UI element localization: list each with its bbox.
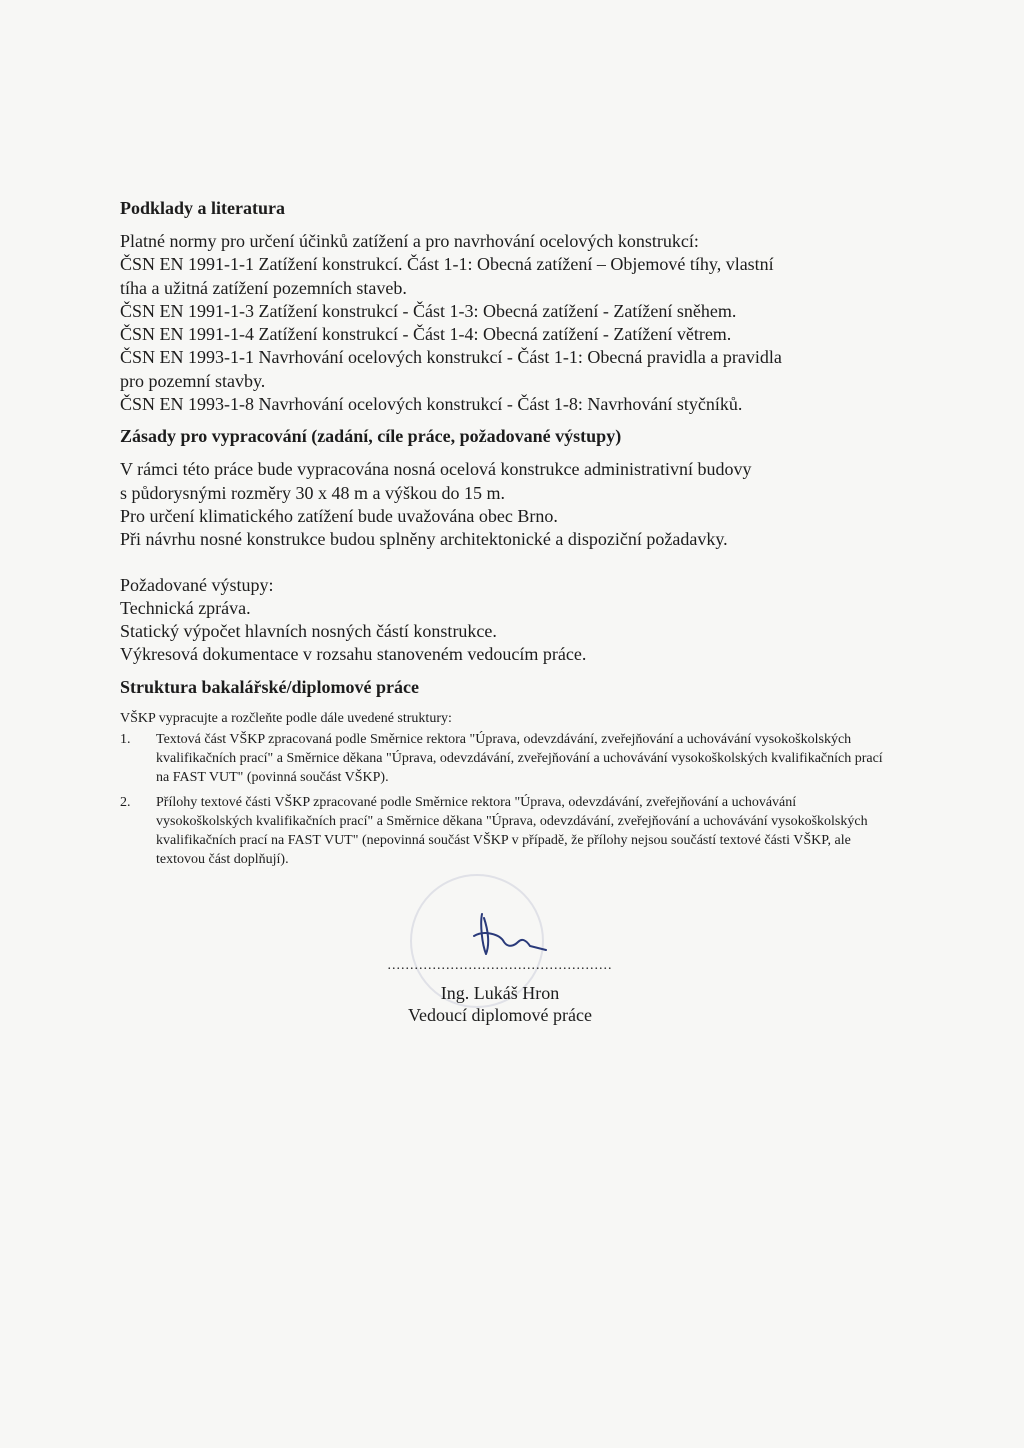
list-item-number: 2. [120, 794, 131, 810]
zasady-heading: Zásady pro vypracování (zadání, cíle práce, požadované výstupy) [120, 426, 622, 447]
podklady-line: ČSN EN 1991-1-4 Zatížení konstrukcí - Část 1-4: Obecná zatížení - Zatížení větrem. [120, 324, 732, 345]
struktura-heading: Struktura bakalářské/diplomové práce [120, 676, 420, 697]
handwritten-signature [460, 896, 570, 966]
outputs-block [120, 574, 890, 667]
document-content [120, 196, 890, 875]
podklady-body [120, 230, 890, 416]
output-item: Statický výpočet hlavních nosných částí konstrukce. [120, 621, 497, 642]
zasady-line: V rámci této práce bude vypracována nosná ocelová konstrukce administrativní budovy [120, 459, 752, 480]
struktura-list [120, 730, 890, 869]
podklady-line: ČSN EN 1991-1-1 Zatížení konstrukcí. Část 1-1: Obecná zatížení – Objemové tíhy, vlastní [120, 254, 774, 275]
podklady-line: Platné normy pro určení účinků zatížení a pro navrhování ocelových konstrukcí: [120, 231, 699, 251]
zasady-line: s půdorysnými rozměry 30 x 48 m a výškou do 15 m. [120, 482, 505, 503]
list-item [120, 730, 890, 787]
podklady-line: ČSN EN 1991-1-3 Zatížení konstrukcí - Část 1-3: Obecná zatížení - Zatížení sněhem. [120, 300, 737, 321]
podklady-line: ČSN EN 1993-1-8 Navrhování ocelových konstrukcí - Část 1-8: Navrhování styčníků. [120, 394, 743, 415]
podklady-heading: Podklady a literatura [120, 198, 285, 218]
signatory-role: Vedoucí diplomové práce [408, 1005, 592, 1025]
podklady-line: tíha a užitná zatížení pozemních staveb. [120, 277, 407, 298]
output-item: Technická zpráva. [120, 597, 251, 618]
zasady-line: Pro určení klimatického zatížení bude uvažována obec Brno. [120, 505, 558, 526]
podklady-line: ČSN EN 1993-1-1 Navrhování ocelových konstrukcí - Část 1-1: Obecná pravidla a pravidla [120, 347, 782, 368]
signature-dotted-line: .................................................. [387, 958, 613, 973]
podklady-line: pro pozemní stavby. [120, 370, 266, 391]
struktura-intro: VŠKP vypracujte a rozčleňte podle dále uvedené struktury: [120, 710, 452, 726]
list-item-text: Přílohy textové části VŠKP zpracované podle Směrnice rektora "Úprava, odevzdávání, zveřejňování a uchovávání vysokoškolských kvalifikačních prací" a Směrnice děkana "Úprava, odevzdávání, zveřejňování a uchovávání vysokoškolských kvalifikačních prací na FAST VUT" (nepovinná součást VŠKP v případě, že přílohy nejsou součástí textové části VŠKP, ale textovou část doplňují). [156, 794, 868, 867]
list-item-number: 1. [120, 731, 131, 747]
list-item [120, 793, 890, 869]
zasady-body [120, 458, 890, 551]
zasady-line: Při návrhu nosné konstrukce budou splněny architektonické a dispoziční požadavky. [120, 529, 728, 550]
outputs-title: Požadované výstupy: [120, 574, 274, 595]
output-item: Výkresová dokumentace v rozsahu stanoveném vedoucím práce. [120, 644, 587, 665]
show-through-header [170, 112, 790, 157]
list-item-text: Textová část VŠKP zpracovaná podle Směrnice rektora "Úprava, odevzdávání, zveřejňování a uchovávání vysokoškolských kvalifikačních prací" a Směrnice děkana "Úprava, odevzdávání, zveřejňování a uchovávání vysokoškolských kvalifikačních prací na FAST VUT" (povinná součást VŠKP). [156, 731, 883, 785]
signatory-name: Ing. Lukáš Hron [440, 983, 560, 1003]
